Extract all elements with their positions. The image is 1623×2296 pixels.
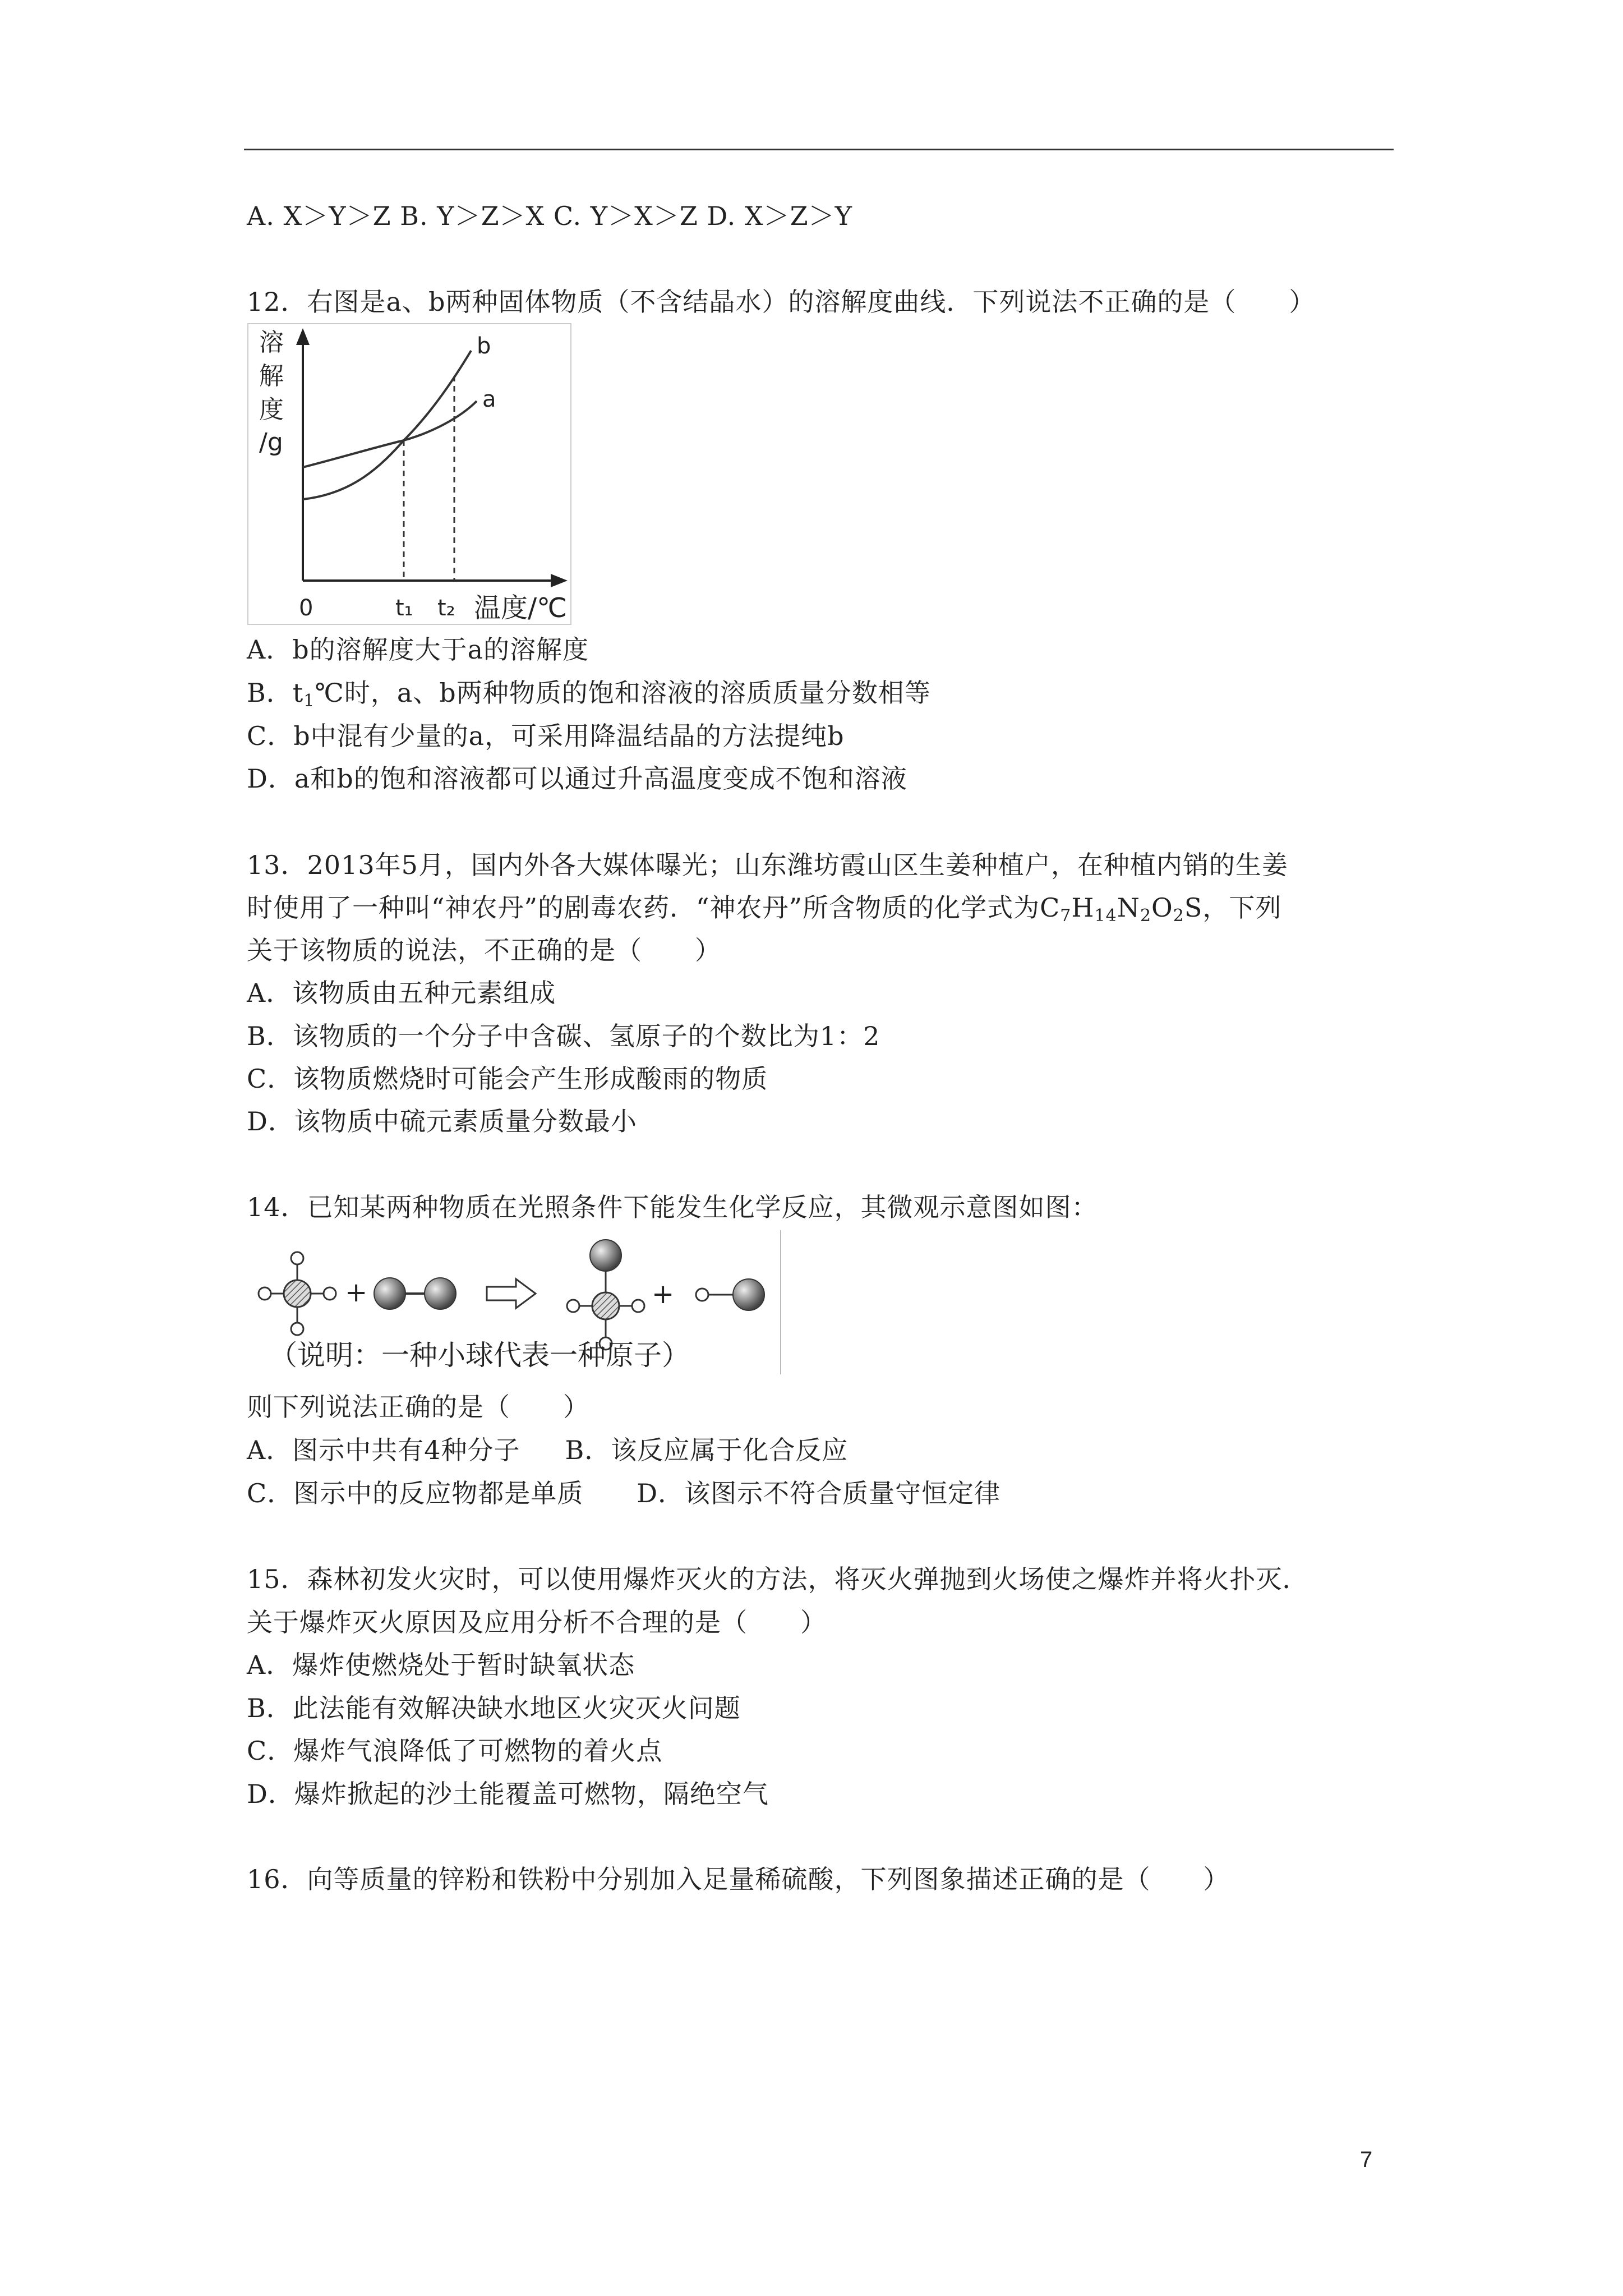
q13-option-b: B．该物质的一个分子中含碳、氢原子的个数比为1：2 — [247, 1021, 880, 1051]
q15-option-b: B．此法能有效解决缺水地区火灾灭火问题 — [247, 1693, 741, 1723]
t2-label: t₂ — [437, 595, 455, 621]
q15-option-d: D．爆炸掀起的沙土能覆盖可燃物，隔绝空气 — [247, 1779, 769, 1809]
y-axis-arrow — [296, 328, 310, 345]
ylabel-2: 解 — [259, 362, 284, 390]
q15-line-1: 15．森林初发火灾时，可以使用爆炸灭火的方法，将灭火弹抛到火场使之爆炸并将火扑灭． — [247, 1564, 1309, 1594]
figure-caption: （说明：一种小球代表一种原子） — [269, 1339, 690, 1372]
product-molecule-1 — [567, 1240, 644, 1350]
q16-stem: 16．向等质量的锌粉和铁粉中分别加入足量稀硫酸，下列图象描述正确的是（ ） — [247, 1864, 1230, 1894]
q13-option-c: C．该物质燃烧时可能会产生形成酸雨的物质 — [247, 1064, 768, 1094]
page-number: 7 — [1360, 2147, 1373, 2172]
q13-line-3: 关于该物质的说法，不正确的是（ ） — [247, 935, 721, 965]
xlabel: 温度/℃ — [474, 592, 568, 624]
solubility-curve-figure — [247, 323, 572, 625]
curve-b — [303, 351, 471, 499]
q14-options-row-2 — [247, 1476, 1000, 1510]
q12-option-d: D．a和b的饱和溶液都可以通过升高温度变成不饱和溶液 — [247, 763, 907, 794]
ylabel-3: 度 — [259, 395, 284, 424]
q12-option-c: C．b中混有少量的a，可采用降温结晶的方法提纯b — [247, 721, 845, 751]
q12-option-b: B．$t_1℃$时，a、b两种物质的饱和溶液的溶质质量分数相等 — [247, 678, 931, 711]
q14-option-a: A．图示中共有4种分子 — [247, 1435, 520, 1465]
q13-option-d: D．该物质中硫元素质量分数最小 — [247, 1106, 637, 1137]
q15-line-2: 关于爆炸灭火原因及应用分析不合理的是（ ） — [247, 1607, 827, 1637]
figure-frame — [248, 324, 571, 624]
reactant-molecule-2 — [374, 1278, 456, 1309]
q12-option-a: A．b的溶解度大于a的溶解度 — [247, 634, 589, 665]
reaction-diagram — [247, 1227, 785, 1379]
t1-label: t₁ — [395, 595, 413, 621]
q14-option-b: B．该反应属于化合反应 — [565, 1435, 849, 1465]
q14-stem: 14．已知某两种物质在光照条件下能发生化学反应，其微观示意图如图： — [247, 1192, 1098, 1222]
q14-prompt: 则下列说法正确的是（ ） — [247, 1392, 589, 1422]
q14-option-d: D．该图示不符合质量守恒定律 — [637, 1478, 1001, 1508]
ylabel-4: /g — [259, 428, 283, 457]
curve-a — [303, 401, 477, 467]
q13-line-2: 时使用了一种叫“神农丹”的剧毒农药．“神农丹”所含物质的化学式为$C_7H_{14}N_2O_2S$，下列 — [247, 892, 1282, 926]
origin-label: 0 — [299, 595, 313, 621]
q13-option-a: A．该物质由五种元素组成 — [247, 978, 556, 1008]
header-rule — [244, 149, 1394, 150]
ylabel-1: 溶 — [259, 328, 284, 357]
q11-options: A. X＞Y＞Z B. Y＞Z＞X C. Y＞X＞Z D. X＞Z＞Y — [247, 201, 852, 231]
reaction-arrow — [487, 1279, 536, 1308]
chemical-formula: $C_7H_{14}N_2O_2S$ — [1040, 892, 1203, 926]
curve-a-label: a — [482, 386, 496, 412]
reactant-molecule-1 — [259, 1252, 336, 1335]
q12-stem: 12．右图是a、b两种固体物质（不含结晶水）的溶解度曲线．下列说法不正确的是（ ） — [247, 287, 1316, 317]
curve-b-label: b — [477, 333, 491, 359]
x-axis-arrow — [551, 574, 568, 587]
q15-option-a: A．爆炸使燃烧处于暂时缺氧状态 — [247, 1650, 635, 1680]
plus-2: + — [652, 1278, 675, 1310]
plus-1: + — [345, 1277, 368, 1308]
q15-option-c: C．爆炸气浪降低了可燃物的着火点 — [247, 1736, 663, 1766]
q13-line-1: 13．2013年5月，国内外各大媒体曝光；山东潍坊霞山区生姜种植户，在种植内销的生姜 — [247, 850, 1288, 880]
product-molecule-2 — [696, 1279, 764, 1310]
q14-options-row-1 — [247, 1433, 848, 1467]
q14-option-c: C．图示中的反应物都是单质 — [247, 1478, 584, 1508]
